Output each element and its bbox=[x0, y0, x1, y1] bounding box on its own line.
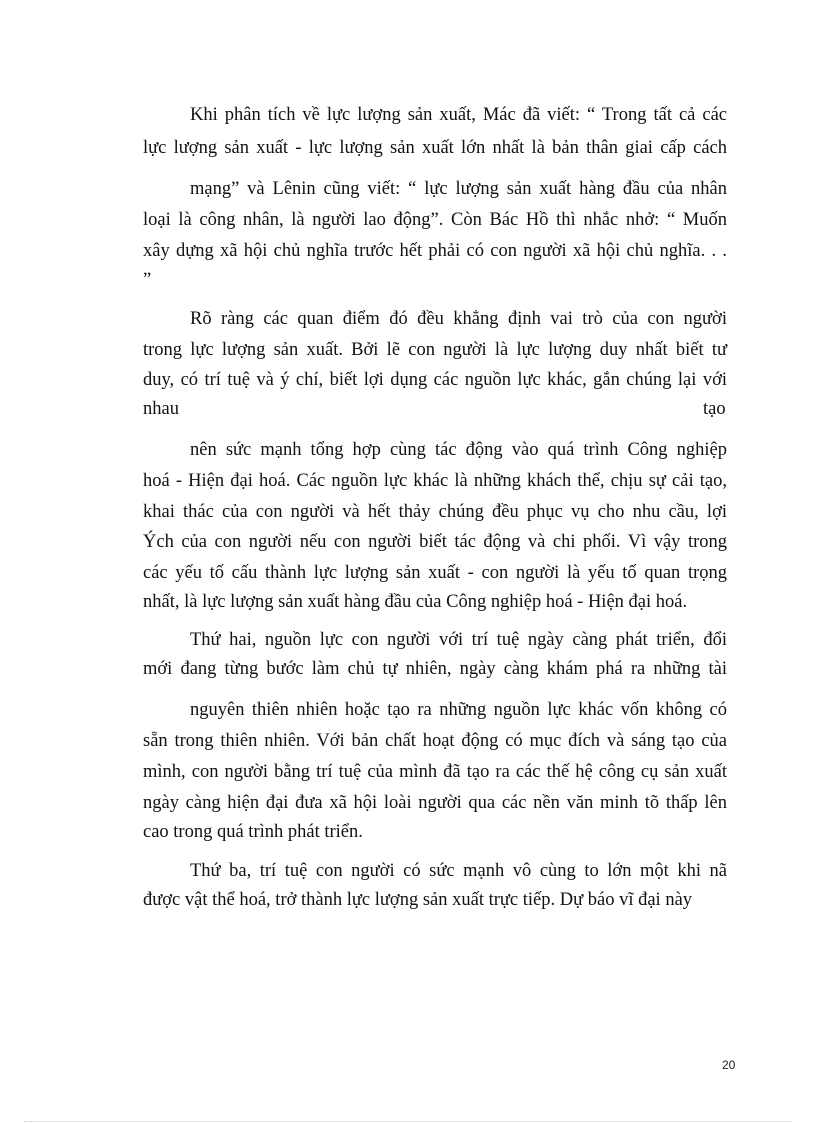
text-line: hoá - Hiện đại hoá. Các nguồn lực khác là những khách thể, chịu sự cải tạo, bbox=[143, 471, 727, 491]
text-line: nhau bbox=[143, 399, 179, 419]
text-line: Thứ ba, trí tuệ con người có sức mạnh vô cùng to lớn một khi nã bbox=[190, 861, 727, 881]
text-line: ” bbox=[143, 270, 152, 290]
text-line: nguyên thiên nhiên hoặc tạo ra những nguồn lực khác vốn không có bbox=[190, 700, 727, 720]
text-line: tạo bbox=[703, 399, 726, 419]
text-line: ngày càng hiện đại đưa xã hội loài người qua các nền văn minh tõ thấp lên bbox=[143, 793, 727, 813]
text-line: Thứ hai, nguồn lực con người với trí tuệ ngày càng phát triển, đổi bbox=[190, 630, 727, 650]
text-line: lực lượng sản xuất - lực lượng sản xuất lớn nhất là bản thân giai cấp cách bbox=[143, 138, 727, 158]
text-line: mạng” và Lênin cũng viết: “ lực lượng sản xuất hàng đầu của nhân bbox=[190, 179, 727, 199]
text-line: cao trong quá trình phát triển. bbox=[143, 822, 363, 842]
text-line: được vật thể hoá, trở thành lực lượng sản xuất trực tiếp. Dự báo vĩ đại này bbox=[143, 890, 693, 910]
text-line: các yếu tố cấu thành lực lượng sản xuất - con người là yếu tố quan trọng bbox=[143, 563, 727, 583]
text-line: nên sức mạnh tổng hợp cùng tác động vào quá trình Công nghiệp bbox=[190, 440, 727, 460]
text-line: loại là công nhân, là người lao động”. Còn Bác Hồ thì nhắc nhở: “ Muốn bbox=[143, 210, 727, 230]
text-line: duy, có trí tuệ và ý chí, biết lợi dụng các nguồn lực khác, gắn chúng lại với bbox=[143, 370, 727, 390]
page-number: 20 bbox=[722, 1058, 736, 1072]
text-line: Rõ ràng các quan điểm đó đều khẳng định vai trò của con người bbox=[190, 309, 727, 329]
text-line: mới đang từng bước làm chủ tự nhiên, ngày càng khám phá ra những tài bbox=[143, 659, 727, 679]
text-line: mình, con người bằng trí tuệ của mình đã tạo ra các thế hệ công cụ sản xuất bbox=[143, 762, 727, 782]
page-bottom-rule bbox=[24, 1121, 792, 1122]
text-line: khai thác của con người và hết thảy chúng đều phục vụ cho nhu cầu, lợi bbox=[143, 502, 727, 522]
text-line: nhất, là lực lượng sản xuất hàng đầu của Công nghiệp hoá - Hiện đại hoá. bbox=[143, 592, 688, 612]
text-line: Khi phân tích về lực lượng sản xuất, Mác đã viết: “ Trong tất cả các bbox=[190, 105, 727, 125]
text-line: trong lực lượng sản xuất. Bởi lẽ con người là lực lượng duy nhất biết tư bbox=[143, 340, 727, 360]
text-line: sẵn trong thiên nhiên. Với bản chất hoạt động có mục đích và sáng tạo của bbox=[143, 731, 727, 751]
text-line: xây dựng xã hội chủ nghĩa trước hết phải có con người xã hội chủ nghĩa. . . bbox=[143, 241, 727, 261]
text-line: Ých của con người nếu con người biết tác động và chi phối. Vì vậy trong bbox=[143, 532, 727, 552]
